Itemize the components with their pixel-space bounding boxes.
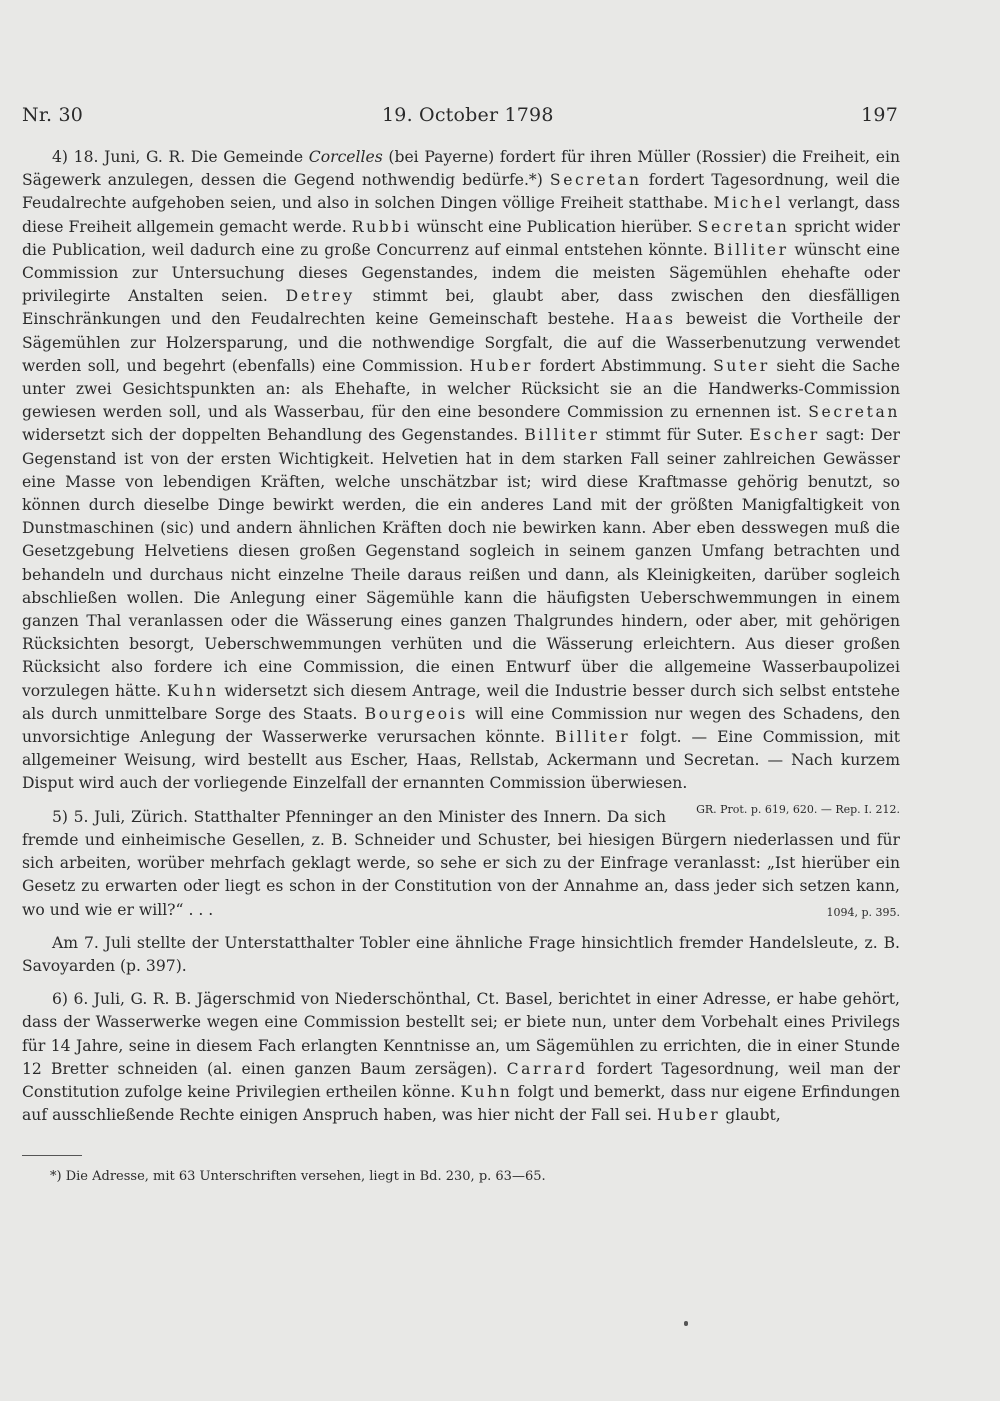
speaker-name: Billiter bbox=[524, 426, 600, 445]
speaker-name: Detrey bbox=[285, 287, 355, 306]
speaker-name: Suter bbox=[713, 356, 770, 375]
speaker-name: Kuhn bbox=[460, 1082, 513, 1101]
speaker-name: Haas bbox=[625, 310, 676, 329]
footnote: *) Die Adresse, mit 63 Unterschriften versehen, liegt in Bd. 230, p. 63—65. bbox=[50, 1169, 546, 1184]
speaker-name: Rubbi bbox=[351, 217, 412, 236]
document-number: Nr. 30 bbox=[22, 104, 84, 126]
speaker-name: Billiter bbox=[555, 728, 631, 747]
ink-dot bbox=[684, 1321, 688, 1326]
speaker-name: Kuhn bbox=[166, 681, 219, 700]
speaker-name: Billiter bbox=[713, 240, 789, 259]
speaker-name: Bourgeois bbox=[364, 704, 468, 723]
speaker-name: Escher bbox=[749, 426, 820, 445]
speaker-name: Secretan bbox=[549, 171, 642, 190]
paragraph-4: 4) 18. Juni, G. R. Die Gemeinde Corcelles (bei Payerne) fordert für ihren Müller (Rossier) die Freiheit, ein Sägewerk anzulegen, dessen die Gegend nothwendig bedürfe.*) Secretan fordert Tagesordnung, weil die Feudalrechte aufgehoben seien, und also in solchen Dingen völlige Freiheit statthabe. Michel verlangt, dass diese Freiheit allgemein gemacht werde. Rubbi wünscht eine Publication hierüber. Secretan spricht wider die Publication, weil dadurch eine zu große Concurrenz auf einmal entstehen könnte. Billiter wünscht eine Commission zur Untersuchung dieses Gegenstandes, indem die meisten Sägemühlen ehehafte oder privilegirte Anstalten seien. Detrey stimmt bei, glaubt aber, dass zwischen den diesfälligen Einschränkungen und den Feudalrechten keine Gemeinschaft bestehe. Haas beweist die Vortheile der Sägemühlen zur Holzersparung, und die nothwendige Sorgfalt, die auf die Wasserbenutzung verwendet werden soll, und begehrt (ebenfalls) eine Commission. Huber fordert Abstimmung. Suter sieht die Sache unter zwei Gesichtspunkten an: als Ehehafte, in welcher Rücksicht sie an die Handwerks-Commission gewiesen werden soll, und als Wasserbau, für den eine besondere Commission zu ernennen ist. Secretan widersetzt sich der doppelten Behandlung des Gegenstandes. Billiter stimmt für Suter. Escher sagt: Der Gegenstand ist von der ersten Wichtigkeit. Helvetien hat in dem starken Fall seiner zahlreichen Gewässer eine Masse von lebendigen Kräften, welche unschätzbar ist; wird diese Kraftmasse gehörig benutzt, so können durch dieselbe Dinge bewirkt werden, die ein anderes Land mit der größten Manigfaltigkeit von Dunstmaschinen (sic) und andern ähnlichen Kräften doch nie bewirken kann. Aber eben desswegen muß die Gesetzgebung Helvetiens diesen großen Gegenstand sogleich in seinem ganzen Umfang betrachten und behandeln und durchaus nicht einzelne Theile daraus reißen und dann, als Kleinigkeiten, darüber sogleich abschließen wollen. Die Anlegung einer Sägemühle kann die häufigsten Ueberschwemmungen in einem ganzen Thal veranlassen oder die Wässerung eines ganzen Thalgrundes hindern, oder aber, mit gehörigen Rücksichten besorgt, Ueberschwemmungen verhüten und die Wässerung erleichtern. Aus dieser großen Rücksicht also fordere ich eine Commission, die einen Entwurf über die allgemeine Wasserbaupolizei vorzulegen hätte. Kuhn widersetzt sich diesem Antrage, weil die Industrie besser durch sich selbst entstehe als durch unmittelbare Sorge des Staats. Bourgeois will eine Commission nur wegen des Schadens, den unvorsichtige Anlegung der Wasserwerke verursachen könnte. Billiter folgt. — Eine Commission, mit allgemeiner Weisung, wird bestellt aus Escher, Haas, Rellstab, Ackermann und Secretan. — Nach kurzem Disput wird auch der vorliegende Einzelfall der ernannten Commission überwiesen. GR. Prot. p. 619, 620. — Rep. I. 212. bbox=[22, 146, 900, 796]
page-header bbox=[22, 104, 898, 134]
footnote-rule bbox=[22, 1155, 82, 1156]
paragraph-5: 5) 5. Juli, Zürich. Statthalter Pfenninger an den Minister des Innern. Da sich fremde und einheimische Gesellen, z. B. Schneider und Schuster, bei hiesigen Bürgern niederlassen und für sich arbeiten, worüber mehrfach geklagt werde, so sehe er sich zu der Einfrage veranlasst: „Ist hierüber ein Gesetz zu erwarten oder liegt es schon in der Constitution von der Annahme an, dass jeder sich setzen kann, wo und wie er will?“ . . . 1094, p. 395. bbox=[22, 806, 900, 922]
source-reference: GR. Prot. p. 619, 620. — Rep. I. 212. bbox=[696, 802, 900, 816]
paragraph-6: 6) 6. Juli, G. R. B. Jägerschmid von Niederschönthal, Ct. Basel, berichtet in einer Adresse, er habe gehört, dass der Wasserwerke wegen eine Commission bestellt sei; er biete nun, unter dem Vorbehalt eines Privilegs für 14 Jahre, seine in diesem Fach erlangten Kenntnisse an, um Sägemühlen zu errichten, die in einer Stunde 12 Bretter schneiden (al. einen ganzen Baum zersägen). Carrard fordert Tagesordnung, weil man der Constitution zufolge keine Privilegien ertheilen könne. Kuhn folgt und bemerkt, dass nur eigene Erfindungen auf ausschließende Rechte einigen Anspruch haben, was hier nicht der Fall sei. Huber glaubt, bbox=[22, 990, 901, 1125]
source-reference: 1094, p. 395. bbox=[826, 905, 900, 919]
speaker-name: Carrard bbox=[506, 1059, 588, 1078]
place-name: Corcelles bbox=[308, 148, 383, 166]
page-number: 197 bbox=[861, 104, 898, 126]
speaker-name: Huber bbox=[469, 356, 534, 375]
paragraph-note: Am 7. Juli stellte der Unterstatthalter Tobler eine ähnliche Frage hinsichtlich fremder Handelsleute, z. B. Savoyarden (p. 397). bbox=[22, 933, 900, 975]
body-text bbox=[22, 146, 900, 1127]
speaker-name: Michel bbox=[713, 194, 784, 213]
speaker-name: Secretan bbox=[808, 403, 900, 422]
speaker-name: Secretan bbox=[697, 217, 790, 236]
speaker-name: Huber bbox=[656, 1106, 721, 1125]
document-date: 19. October 1798 bbox=[382, 104, 554, 126]
